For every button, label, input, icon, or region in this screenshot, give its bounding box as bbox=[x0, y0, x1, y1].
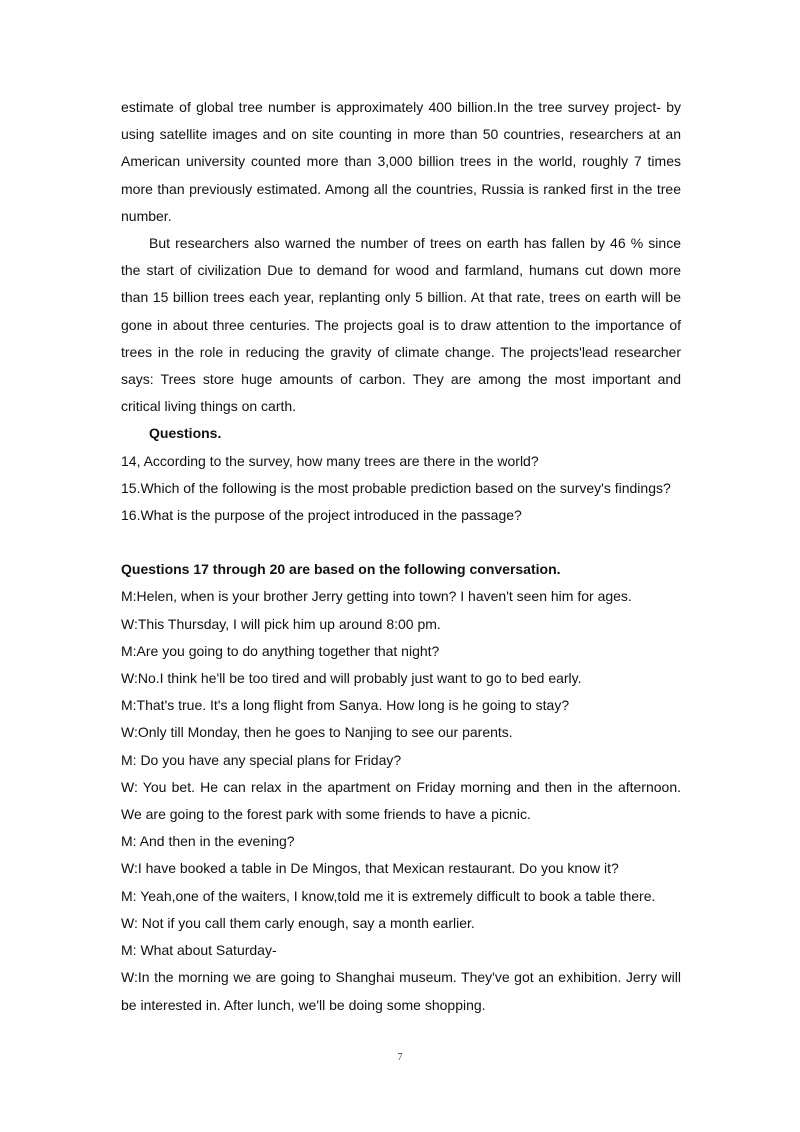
conversation-heading: Questions 17 through 20 are based on the following conversation. bbox=[121, 561, 561, 578]
dialogue-line: W: You bet. He can relax in the apartment on Friday morning and then in the afternoon. We are going to the forest park with some friends to have a picnic. bbox=[121, 778, 681, 823]
dialogue-line: M: Yeah,one of the waiters, I know,told me it is extremely difficult to book a table there. bbox=[121, 887, 656, 904]
dialogue-line: M: And then in the evening? bbox=[121, 833, 295, 850]
dialogue-line: M: What about Saturday- bbox=[121, 942, 277, 959]
dialogue-line: W:Only till Monday, then he goes to Nanjing to see our parents. bbox=[121, 724, 513, 741]
question-14: 14, According to the survey, how many trees are there in the world? bbox=[121, 452, 539, 469]
dialogue-line: M:That's true. It's a long flight from Sanya. How long is he going to stay? bbox=[121, 697, 570, 714]
passage-paragraph-2: But researchers also warned the number of trees on earth has fallen by 46 % since the start of civilization Due to demand for wood and farmland, humans cut down more than 15 billion trees each year, replanting only 5 billion. At that rate, trees on earth will be gone in about three centuries. The projects goal is to draw attention to the importance of trees in the role in reducing the gravity of climate change. The projects'lead researcher says: Trees store huge amounts of carbon. They are among the most important and critical living things on carth. bbox=[121, 235, 681, 415]
question-16: 16.What is the purpose of the project introduced in the passage? bbox=[121, 507, 522, 524]
dialogue-line: M:Helen, when is your brother Jerry getting into town? I haven't seen him for ages. bbox=[121, 588, 632, 605]
section-gap bbox=[121, 529, 681, 556]
dialogue-line: W:I have booked a table in De Mingos, that Mexican restaurant. Do you know it? bbox=[121, 860, 619, 877]
page-content bbox=[121, 94, 681, 1019]
dialogue-line: W:This Thursday, I will pick him up around 8:00 pm. bbox=[121, 615, 441, 632]
dialogue-line: W:No.I think he'll be too tired and will probably just want to go to bed early. bbox=[121, 670, 582, 687]
dialogue-line: W: Not if you call them carly enough, say a month earlier. bbox=[121, 914, 475, 931]
dialogue-line: W:In the morning we are going to Shanghai museum. They've got an exhibition. Jerry will be interested in. After lunch, we'll be doing some shopping. bbox=[121, 969, 681, 1013]
questions-heading: Questions. bbox=[149, 425, 222, 442]
dialogue-line: M:Are you going to do anything together that night? bbox=[121, 642, 440, 659]
question-15: 15.Which of the following is the most probable prediction based on the survey's findings? bbox=[121, 479, 671, 496]
page-number: 7 bbox=[397, 1052, 403, 1063]
dialogue-line: M: Do you have any special plans for Friday? bbox=[121, 751, 402, 768]
passage-paragraph-1: estimate of global tree number is approximately 400 billion.In the tree survey project- by using satellite images and on site counting in more than 50 countries, researchers at an American university counted more than 3,000 billion trees in the world, roughly 7 times more than previously estimated. Among all the countries, Russia is ranked first in the tree number. bbox=[121, 99, 681, 224]
